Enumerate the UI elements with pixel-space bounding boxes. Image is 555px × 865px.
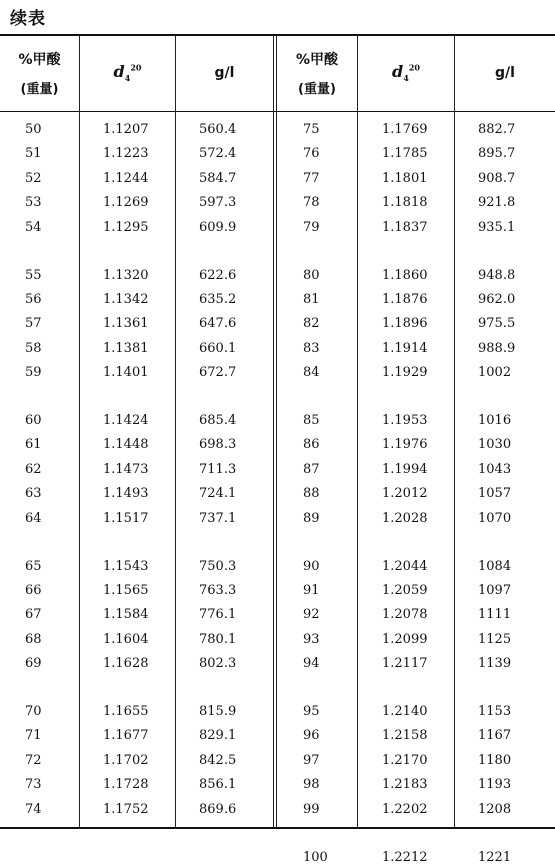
acid-percent-cell: 91 [303, 582, 320, 598]
density-cell: 1.1837 [382, 219, 428, 235]
density-cell: 1.1223 [103, 146, 149, 162]
grams-per-liter-cell: 1070 [478, 510, 512, 526]
density-cell: 1.1994 [382, 461, 428, 477]
acid-percent-cell: 85 [303, 413, 320, 428]
column-divider [175, 35, 176, 828]
grams-per-liter-cell: 1139 [478, 656, 512, 672]
header-grams-per-liter: g/l [214, 65, 235, 81]
grams-per-liter-cell: 609.9 [199, 219, 237, 235]
grams-per-liter-cell: 895.7 [478, 146, 516, 162]
header-rule [0, 111, 555, 112]
grams-per-liter-cell: 780.1 [199, 631, 237, 647]
grams-per-liter-cell: 622.6 [199, 267, 237, 283]
grams-per-liter-cell: 560.4 [199, 122, 237, 137]
acid-percent-cell: 97 [303, 752, 320, 768]
acid-percent-cell: 84 [303, 365, 320, 381]
acid-percent-cell: 80 [303, 267, 320, 283]
grams-per-liter-cell: 829.1 [199, 728, 237, 744]
grams-per-liter-cell: 1193 [478, 777, 512, 793]
grams-per-liter-cell: 672.7 [199, 365, 237, 381]
grams-per-liter-cell: 869.6 [199, 801, 237, 817]
acid-percent-cell: 79 [303, 219, 320, 235]
density-cell: 1.1269 [103, 195, 149, 211]
density-cell: 1.1342 [103, 291, 149, 307]
acid-percent-cell: 99 [303, 801, 320, 817]
density-cell: 1.1785 [382, 146, 428, 162]
column-divider [79, 35, 80, 828]
acid-percent-cell: 95 [303, 704, 320, 719]
grams-per-liter-cell: 815.9 [199, 704, 237, 719]
acid-percent-cell: 58 [25, 340, 42, 356]
density-cell: 1.1424 [103, 413, 149, 428]
acid-percent-cell: 66 [25, 582, 42, 598]
acid-percent-cell: 54 [25, 219, 42, 235]
density-cell: 1.2212 [382, 849, 428, 865]
center-double-divider [273, 35, 277, 828]
acid-percent-cell: 96 [303, 728, 320, 744]
grams-per-liter-cell: 1030 [478, 437, 512, 453]
grams-per-liter-cell: 908.7 [478, 170, 516, 186]
acid-percent-cell: 65 [25, 558, 42, 574]
grams-per-liter-cell: 948.8 [478, 267, 516, 283]
grams-per-liter-cell: 1180 [478, 752, 512, 768]
density-cell: 1.2183 [382, 777, 428, 793]
density-cell: 1.2028 [382, 510, 428, 526]
acid-percent-cell: 77 [303, 170, 320, 186]
acid-percent-cell: 71 [25, 728, 42, 744]
bottom-rule [0, 827, 555, 829]
acid-percent-cell: 78 [303, 195, 320, 211]
density-cell: 1.1295 [103, 219, 149, 235]
density-cell: 1.1207 [103, 122, 149, 137]
acid-percent-cell: 75 [303, 122, 320, 137]
density-cell: 1.1517 [103, 510, 149, 526]
density-cell: 1.1655 [103, 704, 149, 719]
grams-per-liter-cell: 882.7 [478, 122, 516, 137]
grams-per-liter-cell: 572.4 [199, 146, 237, 162]
acid-percent-cell: 53 [25, 195, 42, 211]
grams-per-liter-cell: 698.3 [199, 437, 237, 453]
grams-per-liter-cell: 988.9 [478, 340, 516, 356]
grams-per-liter-cell: 1084 [478, 558, 512, 574]
acid-percent-cell: 64 [25, 510, 42, 526]
acid-percent-cell: 82 [303, 316, 320, 332]
column-divider [454, 35, 455, 828]
grams-per-liter-cell: 1043 [478, 461, 512, 477]
acid-percent-cell: 94 [303, 656, 320, 672]
density-cell: 1.1244 [103, 170, 149, 186]
density-cell: 1.1976 [382, 437, 428, 453]
grams-per-liter-cell: 962.0 [478, 291, 516, 307]
grams-per-liter-cell: 1208 [478, 801, 512, 817]
acid-percent-cell: 68 [25, 631, 42, 647]
density-cell: 1.1604 [103, 631, 149, 647]
acid-percent-cell: 83 [303, 340, 320, 356]
acid-percent-cell: 86 [303, 437, 320, 453]
density-cell: 1.2140 [382, 704, 428, 719]
acid-percent-cell: 60 [25, 413, 42, 428]
grams-per-liter-cell: 975.5 [478, 316, 516, 332]
grams-per-liter-cell: 737.1 [199, 510, 237, 526]
density-cell: 1.1320 [103, 267, 149, 283]
density-cell: 1.1929 [382, 365, 428, 381]
acid-percent-cell: 67 [25, 607, 42, 623]
acid-percent-cell: 55 [25, 267, 42, 283]
density-cell: 1.1728 [103, 777, 149, 793]
density-cell: 1.1801 [382, 170, 428, 186]
acid-percent-cell: 57 [25, 316, 42, 332]
grams-per-liter-cell: 635.2 [199, 291, 237, 307]
acid-percent-cell: 61 [25, 437, 42, 453]
grams-per-liter-cell: 842.5 [199, 752, 237, 768]
grams-per-liter-cell: 711.3 [199, 461, 237, 477]
density-cell: 1.1361 [103, 316, 149, 332]
grams-per-liter-cell: 1221 [478, 849, 512, 865]
grams-per-liter-cell: 921.8 [478, 195, 516, 211]
density-cell: 1.2078 [382, 607, 428, 623]
acid-percent-cell: 81 [303, 291, 320, 307]
acid-percent-cell: 92 [303, 607, 320, 623]
density-cell: 1.1896 [382, 316, 428, 332]
grams-per-liter-cell: 776.1 [199, 607, 237, 623]
grams-per-liter-cell: 584.7 [199, 170, 237, 186]
acid-percent-cell: 56 [25, 291, 42, 307]
density-cell: 1.2099 [382, 631, 428, 647]
acid-percent-cell: 63 [25, 486, 42, 502]
header-acid-percent: %甲酸 (重量) [295, 52, 339, 97]
density-cell: 1.1401 [103, 365, 149, 381]
header-density: $d_4^{20}$ [392, 62, 420, 84]
density-cell: 1.2059 [382, 582, 428, 598]
density-cell: 1.2012 [382, 486, 428, 502]
acid-percent-cell: 52 [25, 170, 42, 186]
grams-per-liter-cell: 763.3 [199, 582, 237, 598]
density-cell: 1.1473 [103, 461, 149, 477]
density-cell: 1.1543 [103, 558, 149, 574]
grams-per-liter-cell: 1097 [478, 582, 512, 598]
acid-percent-cell: 90 [303, 558, 320, 574]
acid-percent-cell: 74 [25, 801, 42, 817]
acid-percent-cell: 76 [303, 146, 320, 162]
density-cell: 1.1565 [103, 582, 149, 598]
column-divider [357, 35, 358, 828]
density-cell: 1.2117 [382, 656, 428, 672]
acid-percent-cell: 89 [303, 510, 320, 526]
grams-per-liter-cell: 802.3 [199, 656, 237, 672]
density-cell: 1.2202 [382, 801, 428, 817]
grams-per-liter-cell: 935.1 [478, 219, 516, 235]
acid-percent-cell: 69 [25, 656, 42, 672]
acid-percent-cell: 51 [25, 146, 42, 162]
acid-percent-cell: 73 [25, 777, 42, 793]
grams-per-liter-cell: 1125 [478, 631, 512, 647]
grams-per-liter-cell: 660.1 [199, 340, 237, 356]
acid-percent-cell: 93 [303, 631, 320, 647]
grams-per-liter-cell: 647.6 [199, 316, 237, 332]
density-cell: 1.1677 [103, 728, 149, 744]
density-cell: 1.1876 [382, 291, 428, 307]
density-cell: 1.1914 [382, 340, 428, 356]
grams-per-liter-cell: 597.3 [199, 195, 237, 211]
density-cell: 1.1448 [103, 437, 149, 453]
acid-percent-cell: 50 [25, 122, 42, 137]
grams-per-liter-cell: 1167 [478, 728, 512, 744]
density-cell: 1.1769 [382, 122, 428, 137]
grams-per-liter-cell: 856.1 [199, 777, 237, 793]
density-cell: 1.1381 [103, 340, 149, 356]
grams-per-liter-cell: 1002 [478, 365, 512, 381]
acid-percent-cell: 98 [303, 777, 320, 793]
acid-percent-cell: 87 [303, 461, 320, 477]
table-caption: 续表 [10, 9, 46, 29]
density-cell: 1.1752 [103, 801, 149, 817]
density-cell: 1.1818 [382, 195, 428, 211]
acid-percent-cell: 62 [25, 461, 42, 477]
grams-per-liter-cell: 1016 [478, 413, 512, 428]
density-cell: 1.1628 [103, 656, 149, 672]
density-cell: 1.1702 [103, 752, 149, 768]
header-density: $d_4^{20}$ [113, 62, 142, 84]
density-cell: 1.1493 [103, 486, 149, 502]
grams-per-liter-cell: 685.4 [199, 413, 237, 428]
density-cell: 1.2170 [382, 752, 428, 768]
acid-percent-cell: 100 [303, 849, 328, 865]
grams-per-liter-cell: 1153 [478, 704, 512, 719]
density-cell: 1.2158 [382, 728, 428, 744]
acid-percent-cell: 59 [25, 365, 42, 381]
acid-percent-cell: 88 [303, 486, 320, 502]
density-cell: 1.1860 [382, 267, 428, 283]
grams-per-liter-cell: 724.1 [199, 486, 237, 502]
density-cell: 1.2044 [382, 558, 428, 574]
grams-per-liter-cell: 750.3 [199, 558, 237, 574]
header-acid-percent: %甲酸 (重量) [18, 52, 61, 97]
density-cell: 1.1953 [382, 413, 428, 428]
acid-percent-cell: 72 [25, 752, 42, 768]
acid-percent-cell: 70 [25, 704, 42, 719]
header-grams-per-liter: g/l [495, 65, 515, 81]
density-cell: 1.1584 [103, 607, 149, 623]
grams-per-liter-cell: 1057 [478, 486, 512, 502]
grams-per-liter-cell: 1111 [478, 607, 512, 623]
